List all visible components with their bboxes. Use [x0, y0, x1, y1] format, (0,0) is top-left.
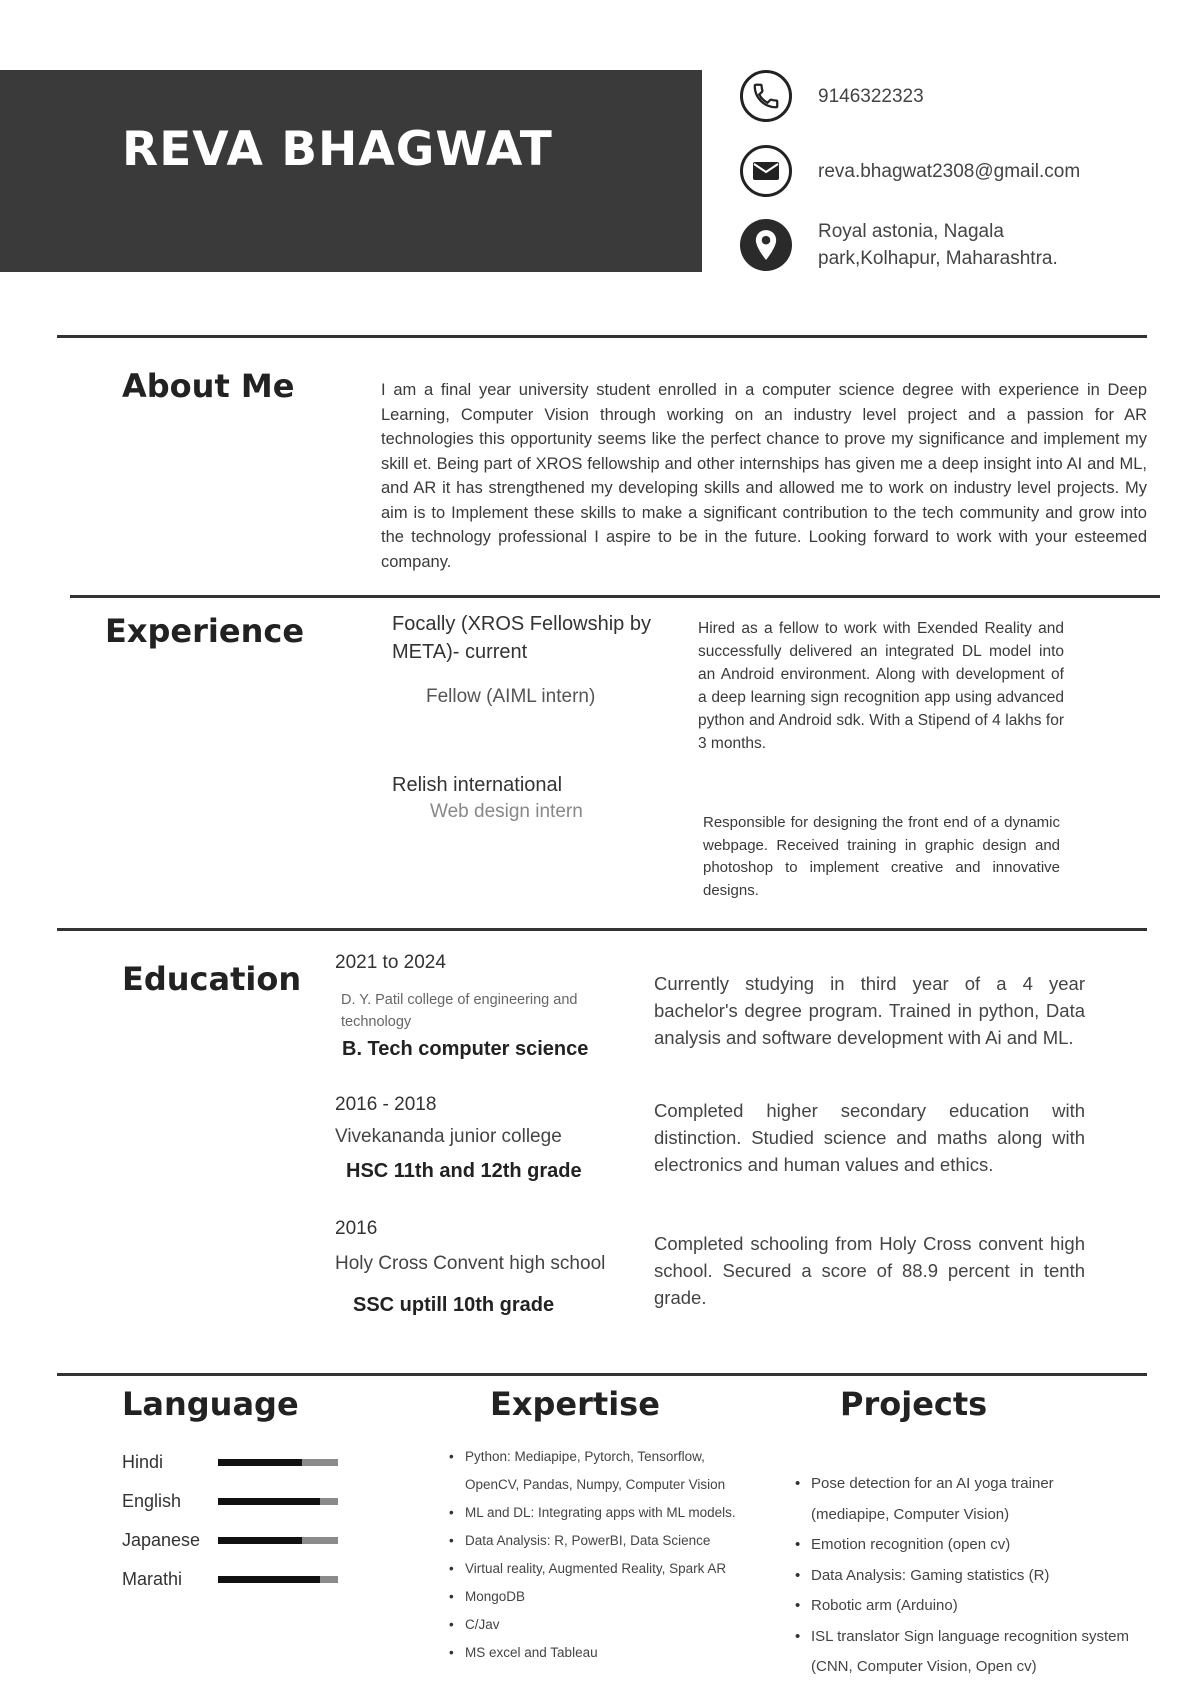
divider — [57, 928, 1147, 931]
address-line-2: park,Kolhapur, Maharashtra. — [818, 248, 1058, 269]
list-item: • MS excel and Tableau — [449, 1639, 769, 1667]
language-name: Marathi — [122, 1569, 183, 1589]
projects-heading: Projects — [840, 1385, 988, 1423]
language-name: Japanese — [122, 1530, 201, 1550]
education-school-3: Holy Cross Convent high school — [335, 1253, 606, 1274]
education-degree-1: B. Tech computer science — [342, 1038, 589, 1060]
education-years-3: 2016 — [335, 1218, 378, 1239]
mail-icon — [740, 145, 792, 197]
experience-description-1: Hired as a fellow to work with Exended Reality and successfully delivered an integrated DL model into an Android environment. Along with development of a deep learning sign recognition app using advanced python and Android sdk. With a Stipend of 4 lakhs for 3 months. — [698, 620, 1064, 752]
list-item: • Robotic arm (Arduino) — [795, 1591, 1165, 1622]
education-degree-3: SSC uptill 10th grade — [353, 1294, 555, 1316]
list-item: • MongoDB — [449, 1583, 769, 1611]
education-description-3: Completed schooling from Holy Cross convent high school. Secured a score of 88.9 percent in tenth grade. — [654, 1233, 1085, 1308]
list-item: • ML and DL: Integrating apps with ML models. — [449, 1499, 769, 1527]
divider — [70, 595, 1160, 598]
list-item: • Data Analysis: Gaming statistics (R) — [795, 1561, 1165, 1592]
expertise-heading: Expertise — [490, 1385, 660, 1423]
language-name: English — [122, 1491, 182, 1511]
list-item: • C/Jav — [449, 1611, 769, 1639]
education-description-2: Completed higher secondary education with distinction. Studied science and maths along with electronics and human values and ethics. — [654, 1100, 1085, 1175]
language-row-japanese — [122, 1530, 352, 1551]
experience-company-2: Relish international — [392, 774, 563, 796]
education-school-1: D. Y. Patil college of engineering and technology — [341, 992, 578, 1030]
location-pin-icon — [740, 219, 792, 271]
language-level-bar — [218, 1498, 338, 1505]
about-heading: About Me — [122, 367, 295, 405]
name-banner — [0, 70, 702, 272]
language-level-bar — [218, 1576, 338, 1583]
contact-address — [740, 218, 1160, 272]
language-row-english — [122, 1491, 352, 1512]
address-line-1: Royal astonia, Nagala — [818, 221, 1004, 242]
language-level-bar — [218, 1537, 338, 1544]
phone-icon — [740, 70, 792, 122]
education-description-1: Currently studying in third year of a 4 year bachelor's degree program. Trained in python, Data analysis and software development with Ai and ML. — [654, 973, 1085, 1048]
language-level-bar — [218, 1459, 338, 1466]
language-name: Hindi — [122, 1452, 164, 1472]
education-school-2: Vivekananda junior college — [335, 1126, 562, 1147]
education-degree-2: HSC 11th and 12th grade — [346, 1160, 582, 1182]
language-row-marathi — [122, 1569, 352, 1590]
divider — [57, 1373, 1147, 1376]
education-years-1: 2021 to 2024 — [335, 952, 446, 973]
experience-description-2: Responsible for designing the front end of a dynamic webpage. Received training in graphic design and photoshop to implement creative and innovative designs. — [703, 814, 1060, 899]
email-address[interactable]: reva.bhagwat2308@gmail.com — [818, 160, 1081, 182]
experience-role-1: Fellow (AIML intern) — [426, 686, 596, 707]
about-text: I am a final year university student enrolled in a computer science degree with experience in Deep Learning, Computer Vision through working on an industry level project and a passion for AR technologies this opportunity seems like the perfect chance to prove my significance and implement my skill et. Being part of XROS fellowship and other internships has given me a deep insight into AI and ML, and AR it has strengthened my developing skills and allowed me to work on industry level projects. My aim is to Implement these skills to make a significant contribution to the tech community and grow into the technology professional I aspire to be in the future. Looking forward to work with your esteemed company. — [381, 381, 1147, 571]
contact-email — [740, 145, 1160, 197]
divider — [57, 335, 1147, 338]
address — [818, 218, 1058, 272]
experience-role-2: Web design intern — [430, 801, 583, 822]
contact-phone — [740, 70, 1160, 122]
list-item: • Data Analysis: R, PowerBI, Data Science — [449, 1527, 769, 1555]
projects-list — [795, 1469, 1165, 1683]
education-years-2: 2016 - 2018 — [335, 1094, 437, 1115]
expertise-list — [449, 1443, 769, 1667]
list-item: • Python: Mediapipe, Pytorch, Tensorflow, OpenCV, Pandas, Numpy, Computer Vision — [449, 1443, 769, 1499]
language-row-hindi — [122, 1452, 352, 1473]
list-item: • Emotion recognition (open cv) — [795, 1530, 1165, 1561]
list-item: • ISL translator Sign language recognition system (CNN, Computer Vision, Open cv) — [795, 1622, 1165, 1683]
list-item: • Pose detection for an AI yoga trainer (mediapipe, Computer Vision) — [795, 1469, 1165, 1530]
candidate-name: REVA BHAGWAT — [122, 122, 553, 177]
language-heading: Language — [122, 1385, 299, 1423]
experience-heading: Experience — [105, 612, 305, 650]
list-item: • Virtual reality, Augmented Reality, Spark AR — [449, 1555, 769, 1583]
experience-company-1: Focally (XROS Fellowship by META)- current — [392, 613, 651, 663]
education-heading: Education — [122, 960, 302, 998]
phone-number[interactable]: 9146322323 — [818, 85, 924, 107]
